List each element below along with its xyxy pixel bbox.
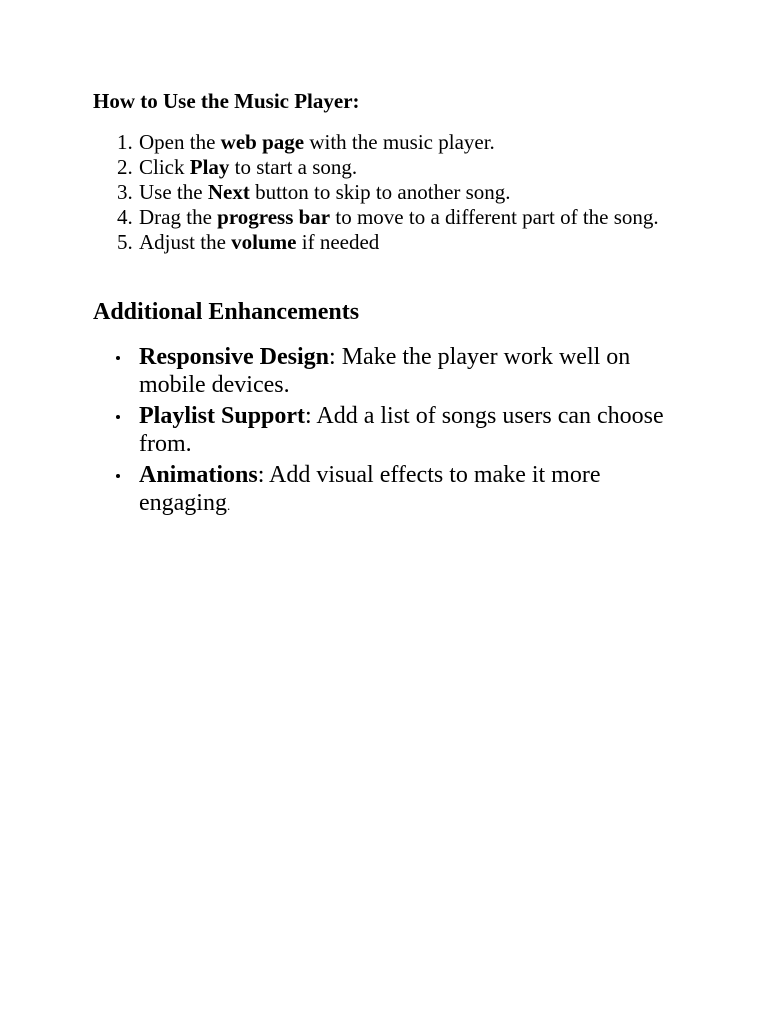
step-text-pre: Open the (139, 130, 221, 154)
step-text-post: to move to a different part of the song. (330, 205, 659, 229)
step-text-bold: progress bar (217, 205, 331, 229)
step-item (93, 180, 693, 205)
enhancement-name: Responsive Design (139, 344, 330, 370)
enhancement-tail: . (226, 498, 231, 513)
step-text-pre: Adjust the (139, 230, 232, 254)
step-number: 3. (117, 180, 133, 204)
step-item (93, 205, 693, 230)
step-text-post: button to skip to another song. (249, 180, 511, 204)
step-text-post: if needed (296, 230, 380, 254)
step-text-bold: volume (231, 230, 297, 254)
enhancement-item (93, 343, 693, 402)
bullet-icon (116, 474, 120, 478)
enhancement-item (93, 461, 693, 520)
enhancement-description: : Add visual effects to make it more engaging (139, 462, 601, 516)
step-item (93, 155, 693, 180)
how-to-title: How to Use the Music Player: (93, 89, 360, 113)
step-text-pre: Use the (139, 180, 208, 204)
enhancement-name: Playlist Support (139, 403, 306, 429)
enhancements-title: Additional Enhancements (93, 299, 360, 325)
step-text-bold: web page (220, 130, 305, 154)
enhancement-description: : Make the player work well on mobile devices. (139, 344, 631, 398)
step-number: 4. (117, 205, 133, 229)
enhancement-item (93, 402, 693, 461)
how-to-steps-list (93, 130, 693, 255)
step-text-bold: Next (207, 180, 250, 204)
bullet-icon (116, 356, 120, 360)
step-text-post: with the music player. (304, 130, 495, 154)
step-text-post: to start a song. (229, 155, 358, 179)
step-text-pre: Drag the (139, 205, 218, 229)
step-text-pre: Click (139, 155, 190, 179)
step-text-bold: Play (189, 155, 230, 179)
step-item (93, 130, 693, 155)
bullet-icon (116, 415, 120, 419)
step-number: 1. (117, 130, 133, 154)
enhancement-name: Animations (139, 462, 258, 488)
enhancement-description: : Add a list of songs users can choose from. (139, 403, 664, 457)
step-number: 5. (117, 230, 133, 254)
step-item (93, 230, 693, 255)
enhancements-list (93, 343, 693, 520)
step-number: 2. (117, 155, 133, 179)
